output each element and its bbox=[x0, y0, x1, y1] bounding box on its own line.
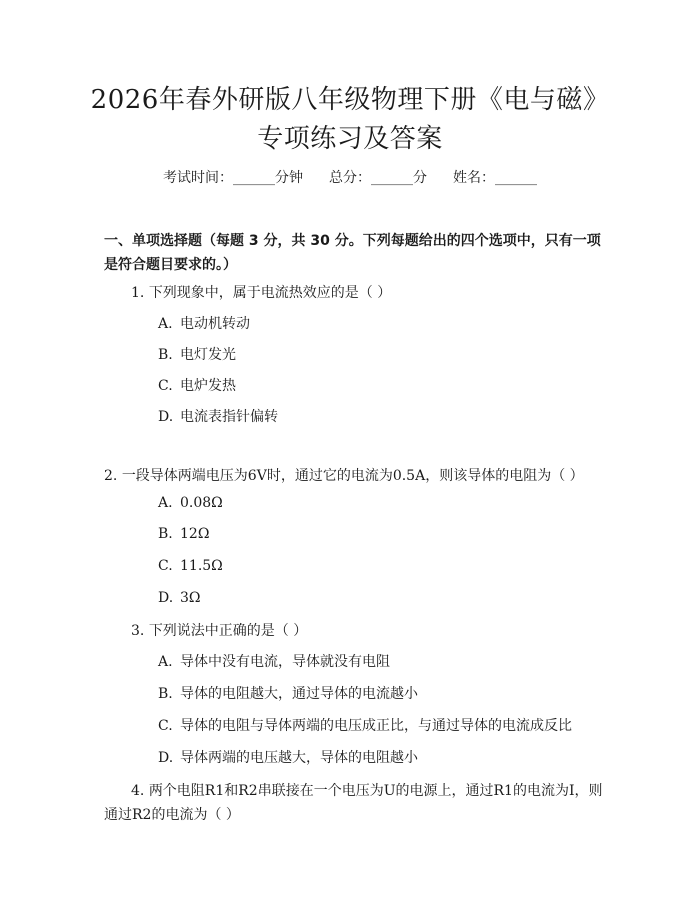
option-text: 11.5Ω bbox=[180, 558, 223, 574]
option-text: 电灯发光 bbox=[180, 347, 236, 363]
option-text: 0.08Ω bbox=[180, 495, 223, 511]
option-letter: B. bbox=[158, 347, 173, 363]
option-text: 导体的电阻与导体两端的电压成正比，与通过导体的电流成反比 bbox=[180, 718, 572, 734]
option-letter: D. bbox=[158, 750, 174, 766]
option bbox=[158, 715, 572, 737]
option-letter: D. bbox=[158, 409, 174, 425]
option-letter: B. bbox=[158, 526, 173, 542]
option bbox=[158, 683, 418, 705]
exam-meta bbox=[0, 168, 700, 188]
question-text: 一段导体两端电压为6V时，通过它的电流为0.5A，则该导体的电阻为（ ） bbox=[121, 468, 584, 484]
option-text: 导体中没有电流，导体就没有电阻 bbox=[180, 654, 390, 670]
section-heading-single-choice: 一、单项选择题（每题 3 分，共 30 分。下列每题给出的四个选项中，只有一项是符合题目要求的。） bbox=[104, 233, 601, 273]
option-text: 导体两端的电压越大，导体的电阻越小 bbox=[180, 750, 418, 766]
question-number: 1. bbox=[131, 285, 145, 301]
option bbox=[158, 492, 223, 514]
option-text: 电动机转动 bbox=[180, 316, 250, 332]
total-score-field: 总分：______分 bbox=[329, 170, 427, 186]
page-title-line2: 专项练习及答案 bbox=[257, 124, 443, 154]
option-letter: C. bbox=[158, 378, 173, 394]
option bbox=[158, 406, 278, 428]
option-letter: A. bbox=[158, 495, 173, 511]
question-text: 下列说法中正确的是（ ） bbox=[148, 623, 308, 639]
exam-time-field: 考试时间：______分钟 bbox=[163, 170, 303, 186]
option bbox=[158, 523, 209, 545]
option-letter: C. bbox=[158, 558, 173, 574]
option-text: 导体的电阻越大，通过导体的电流越小 bbox=[180, 686, 418, 702]
option bbox=[158, 651, 390, 673]
option-letter: D. bbox=[158, 590, 174, 606]
question-2 bbox=[104, 440, 604, 488]
option bbox=[158, 587, 201, 609]
question-number: 3. bbox=[131, 623, 145, 639]
student-name-field: 姓名：______ bbox=[453, 170, 537, 186]
option-text: 电炉发热 bbox=[180, 378, 236, 394]
question-1 bbox=[104, 282, 604, 304]
question-number: 2. bbox=[104, 468, 118, 484]
option-text: 电流表指针偏转 bbox=[180, 409, 278, 425]
option bbox=[158, 747, 418, 769]
option-text: 3Ω bbox=[180, 590, 201, 606]
page-title-line1: 2026年春外研版八年级物理下册《电与磁》 bbox=[90, 85, 610, 115]
question-number: 4. bbox=[131, 783, 145, 799]
question-4 bbox=[104, 779, 604, 827]
question-text: 两个电阻R1和R2串联接在一个电压为U的电源上，通过R1的电流为I，则通过R2的电流为（ ） bbox=[104, 783, 603, 823]
option bbox=[158, 375, 236, 397]
option-letter: A. bbox=[158, 654, 173, 670]
option bbox=[158, 555, 223, 577]
option bbox=[158, 313, 250, 335]
question-text: 下列现象中，属于电流热效应的是（ ） bbox=[148, 285, 392, 301]
option-text: 12Ω bbox=[180, 526, 210, 542]
option-letter: B. bbox=[158, 686, 173, 702]
option-letter: A. bbox=[158, 316, 173, 332]
option bbox=[158, 344, 236, 366]
question-3 bbox=[104, 620, 604, 642]
option-letter: C. bbox=[158, 718, 173, 734]
